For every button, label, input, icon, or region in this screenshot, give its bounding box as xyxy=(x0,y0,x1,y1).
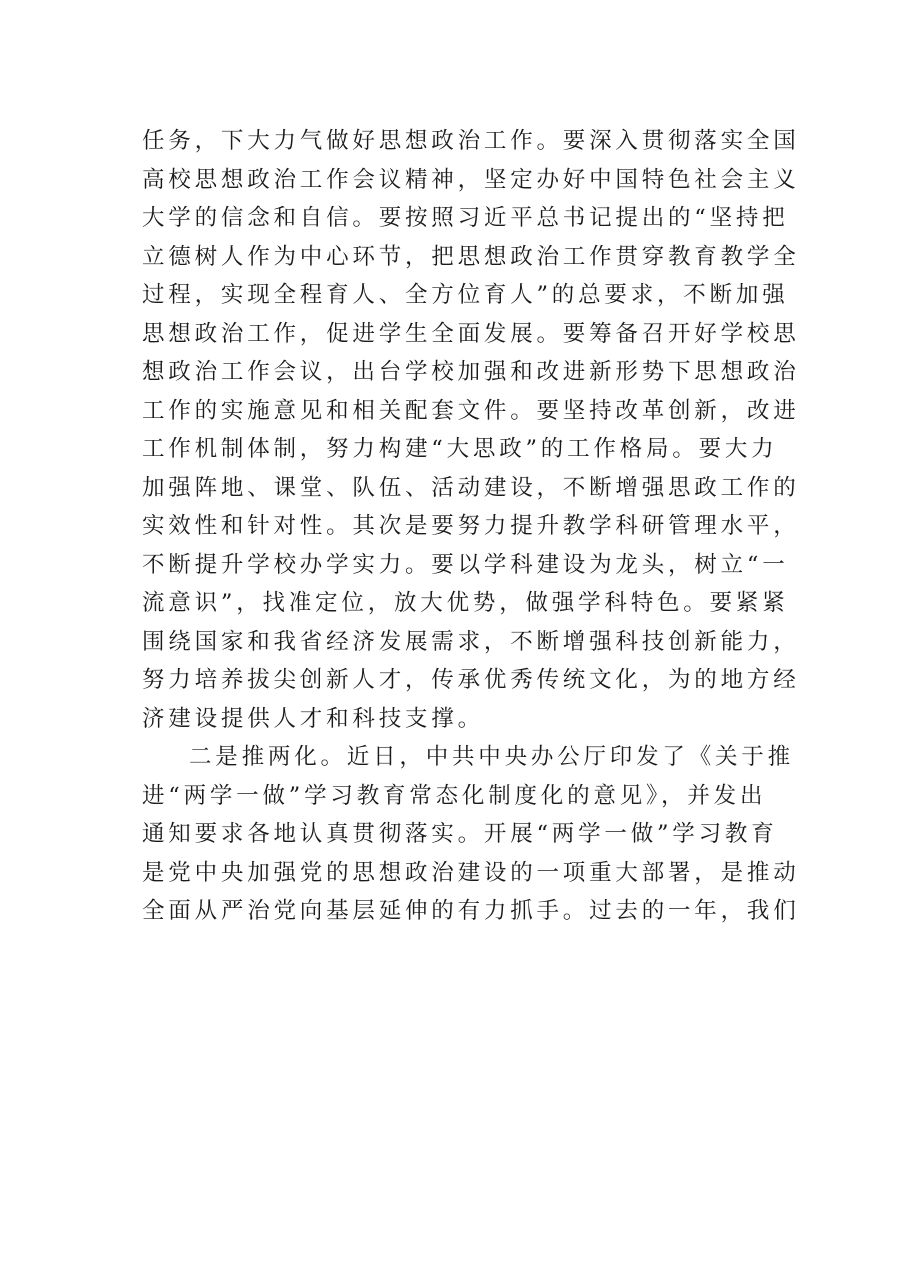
text-line: 济建设提供人才和科技支撑。 xyxy=(142,705,484,732)
text-line: 思想政治工作，促进学生全面发展。要筹备召开好学校思 xyxy=(142,320,800,347)
text-line: 全面从严治党向基层延伸的有力抓手。过去的一年，我们 xyxy=(142,898,800,924)
text-line: 努力培养拔尖创新人才，传承优秀传统文化，为的地方经 xyxy=(142,667,800,693)
text-line: 工作机制体制，努力构建“大思政”的工作格局。要大力 xyxy=(142,436,778,462)
paragraph-start-line: 二是推两化。近日，中共中央办公厅印发了《关于推 xyxy=(189,744,794,770)
text-line: 通知要求各地认真贯彻落实。开展“两学一做”学习教育 xyxy=(142,821,778,847)
text-line: 围绕国家和我省经济发展需求，不断增强科技创新能力， xyxy=(142,628,800,655)
text-line: 流意识”，找准定位，放大优势，做强学科特色。要紧紧 xyxy=(142,590,789,616)
text-line: 不断提升学校办学实力。要以学科建设为龙头，树立“一 xyxy=(142,551,789,578)
text-line: 是党中央加强党的思想政治建设的一项重大部署，是推动 xyxy=(142,859,800,886)
text-line: 实效性和针对性。其次是要努力提升教学科研管理水平， xyxy=(142,513,800,539)
text-line: 工作的实施意见和相关配套文件。要坚持改革创新，改进 xyxy=(142,397,800,424)
text-line: 想政治工作会议，出台学校加强和改进新形势下思想政治 xyxy=(142,359,800,385)
body-text xyxy=(142,122,800,931)
text-line: 高校思想政治工作会议精神，坚定办好中国特色社会主义 xyxy=(142,166,800,193)
text-line: 加强阵地、课堂、队伍、活动建设，不断增强思政工作的 xyxy=(142,474,800,501)
text-line: 过程，实现全程育人、全方位育人”的总要求，不断加强 xyxy=(142,282,789,308)
text-line: 立德树人作为中心环节，把思想政治工作贯穿教育教学全 xyxy=(142,243,800,270)
text-line: 任务，下大力气做好思想政治工作。要深入贯彻落实全国 xyxy=(142,128,800,154)
text-line: 进“两学一做”学习教育常态化制度化的意见》，并发出 xyxy=(142,782,767,809)
text-line: 大学的信念和自信。要按照习近平总书记提出的“坚持把 xyxy=(142,205,789,231)
